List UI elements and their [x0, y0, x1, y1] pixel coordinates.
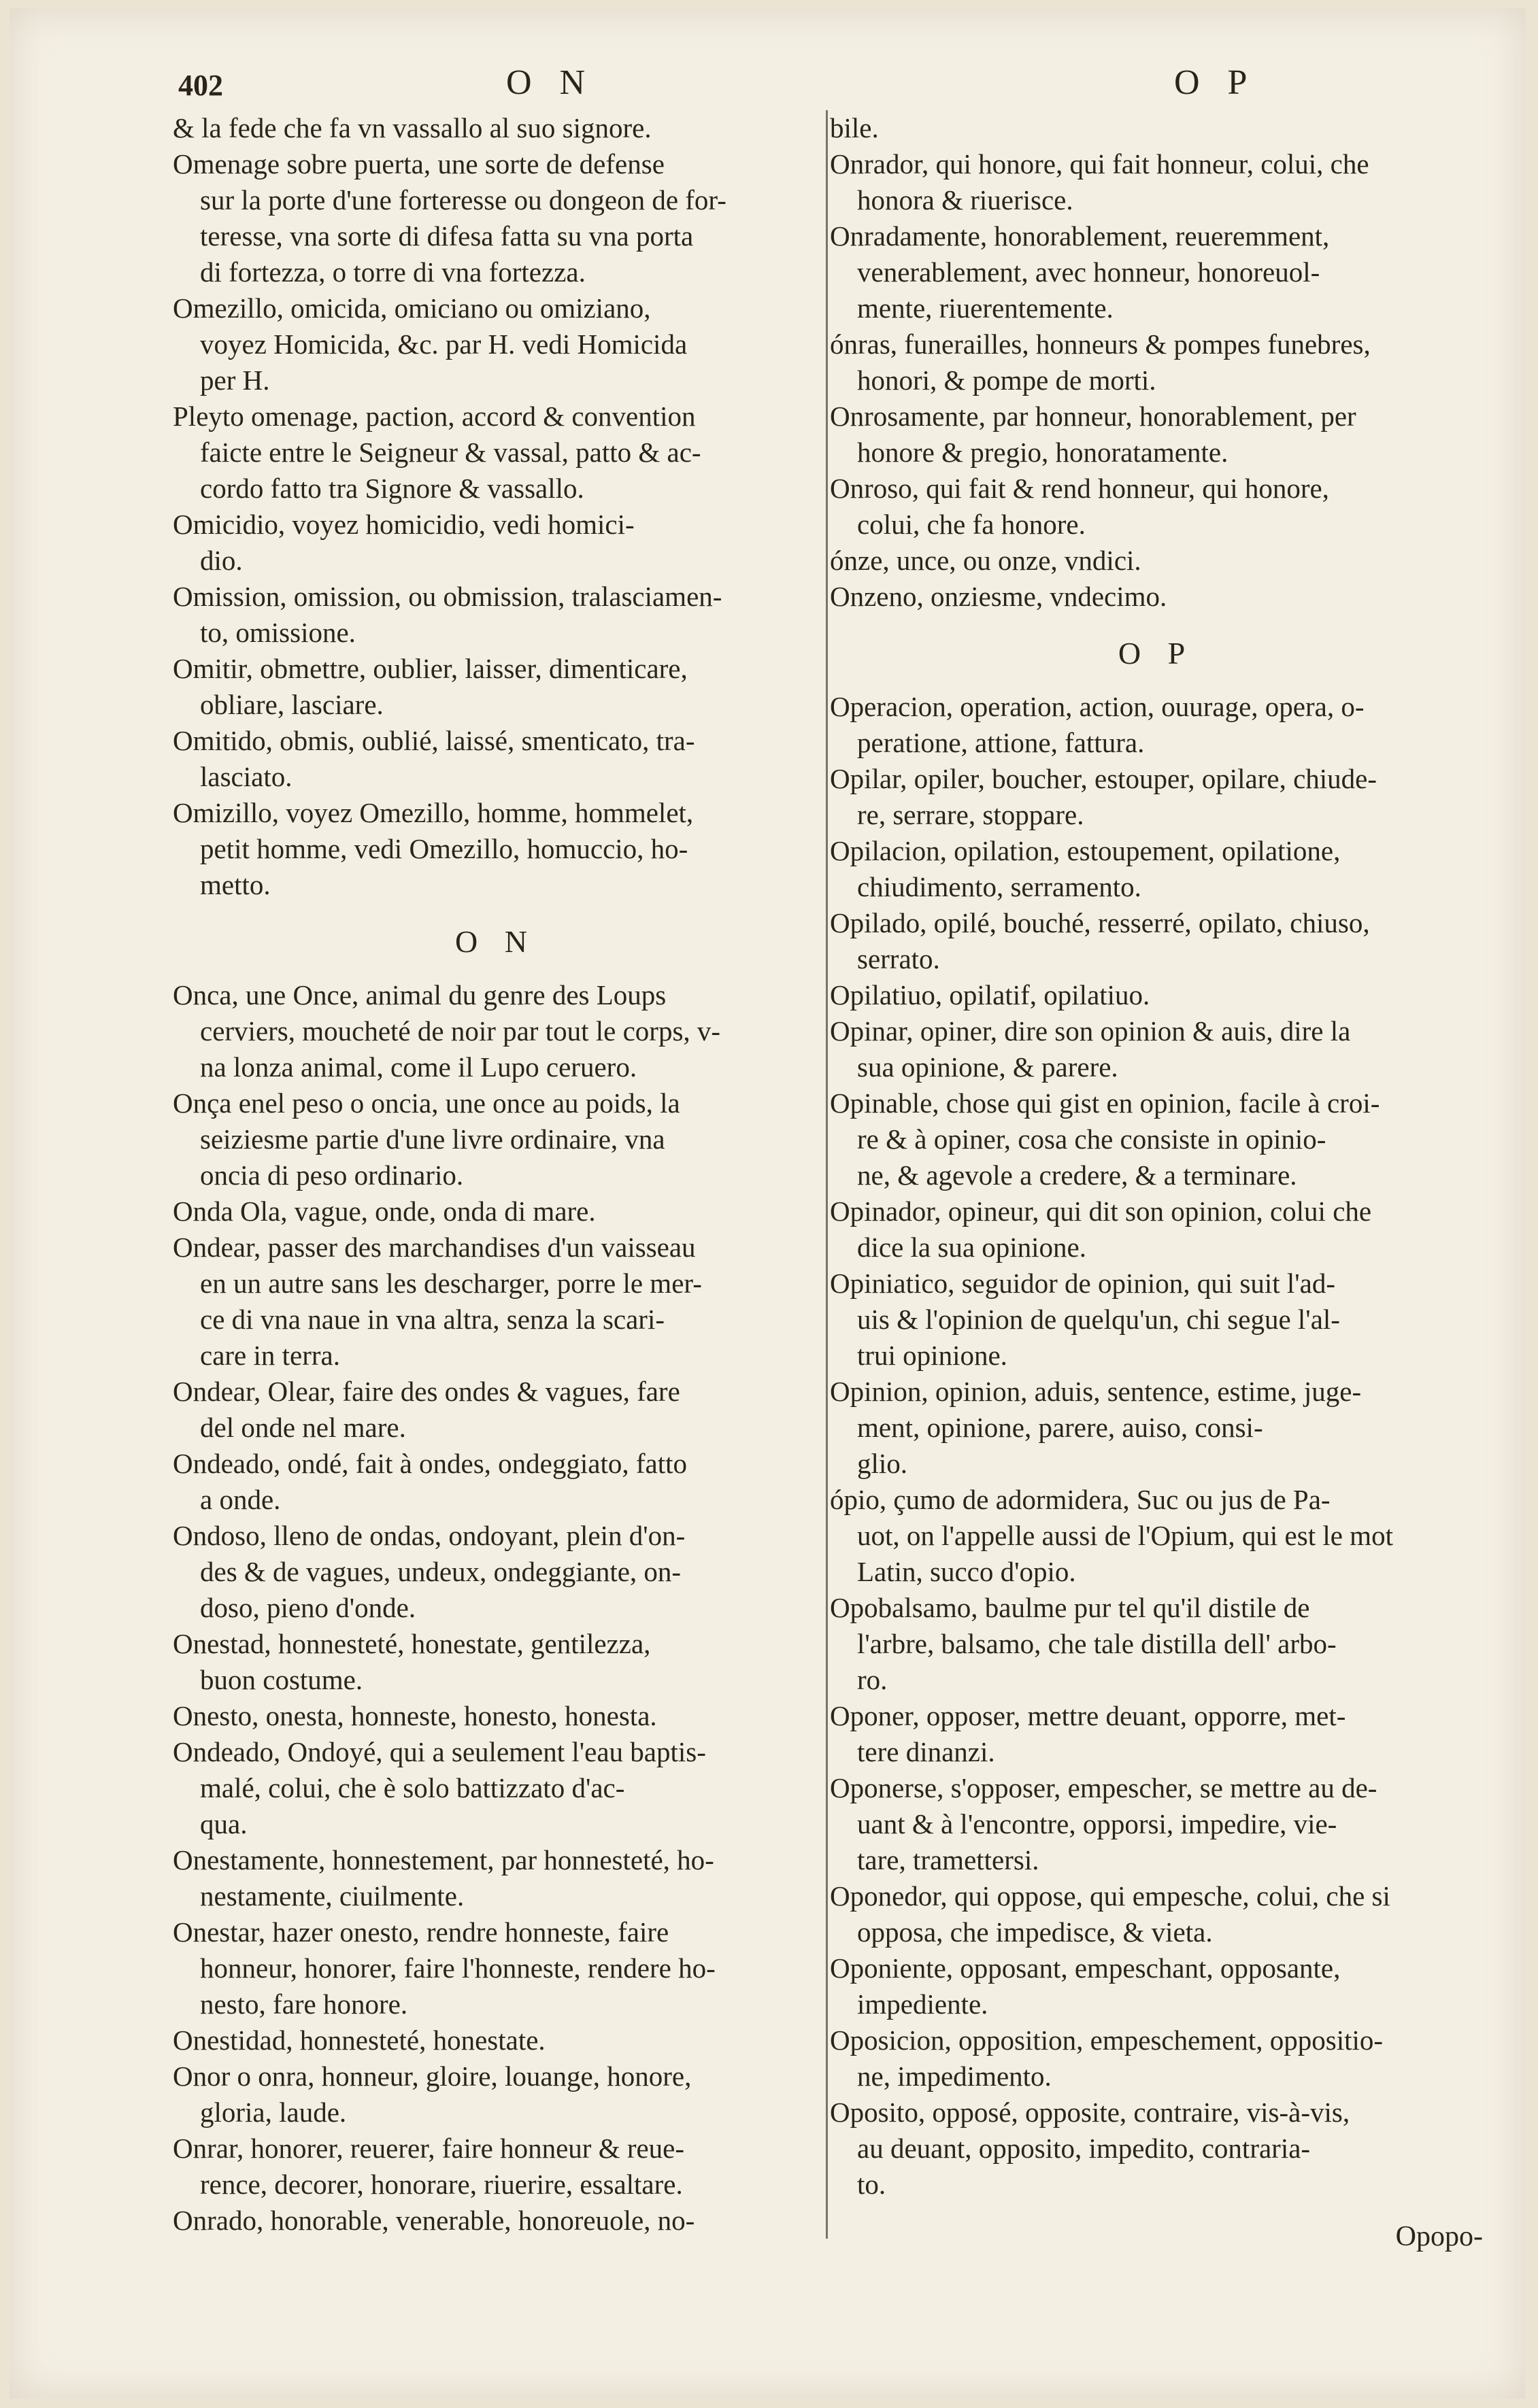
- entry-line: Onrosamente, par honneur, honorablement, per: [830, 401, 1356, 432]
- entry-line: en un autre sans les descharger, porre le mer-: [200, 1268, 702, 1299]
- entry-line: Opobalsamo, baulme pur tel qu'il distile de: [830, 1592, 1310, 1623]
- entry-line: Operacion, operation, action, ouurage, opera, o-: [830, 691, 1365, 722]
- entry-line: Omenage sobre puerta, une sorte de defense: [173, 148, 665, 180]
- entry-line: Oposicion, opposition, empeschement, oppositio-: [830, 2024, 1384, 2056]
- entry-line: uot, on l'appelle aussi de l'Opium, qui est le mot: [857, 1520, 1393, 1551]
- dictionary-entry: [830, 1193, 1483, 1266]
- right-entries-2: [830, 689, 1483, 2203]
- entry-line: Omitir, obmettre, oublier, laisser, dimenticare,: [173, 653, 688, 684]
- dictionary-entry: [173, 1842, 819, 1914]
- entry-line: care in terra.: [200, 1340, 340, 1371]
- entry-line: ónras, funerailles, honneurs & pompes funebres,: [830, 328, 1371, 360]
- entry-line: Oposito, opposé, opposite, contraire, vis-à-vis,: [830, 2097, 1350, 2128]
- dictionary-entry: [173, 2058, 819, 2131]
- entry-line: honora & riuerisce.: [857, 184, 1073, 216]
- entry-line: obliare, lasciare.: [200, 689, 384, 720]
- dictionary-entry: [830, 833, 1483, 905]
- entry-line: Oponer, opposer, mettre deuant, opporre, met-: [830, 1700, 1346, 1731]
- dictionary-entry: [830, 1482, 1483, 1590]
- column-divider: [826, 110, 828, 2239]
- dictionary-entry: [173, 1230, 819, 1374]
- entry-line: Opinion, opinion, aduis, sentence, estime, juge-: [830, 1376, 1362, 1407]
- entry-line: Onça enel peso o oncia, une once au poids, la: [173, 1087, 680, 1119]
- dictionary-entry: [830, 1698, 1483, 1770]
- entry-line: del onde nel mare.: [200, 1412, 406, 1443]
- entry-line: cordo fatto tra Signore & vassallo.: [200, 473, 584, 504]
- entry-line: mente, riuerentemente.: [857, 292, 1114, 324]
- dictionary-entry: [173, 1914, 819, 2022]
- entry-line: Onestidad, honnesteté, honestate.: [173, 2024, 546, 2056]
- dictionary-entry: [830, 1950, 1483, 2022]
- entry-line: qua.: [200, 1808, 248, 1839]
- entry-line: lasciato.: [200, 761, 292, 792]
- dictionary-entry: [830, 543, 1483, 579]
- entry-line: chiudimento, serramento.: [857, 871, 1141, 902]
- dictionary-entry: [173, 651, 819, 723]
- dictionary-entry: [830, 1266, 1483, 1374]
- entry-line: honneur, honorer, faire l'honneste, rendere ho-: [200, 1952, 716, 1984]
- entry-line: l'arbre, balsamo, che tale distilla dell' arbo-: [857, 1628, 1337, 1659]
- right-column: [830, 110, 1483, 2255]
- entry-line: ment, opinione, parere, auiso, consi-: [857, 1412, 1263, 1443]
- catchword: Opopo-: [1395, 2221, 1483, 2252]
- entry-line: Onestamente, honnestement, par honnesteté, ho-: [173, 1844, 714, 1876]
- section-heading-on: O N: [455, 924, 537, 959]
- entry-line: Onestad, honnesteté, honestate, gentilezza,: [173, 1628, 651, 1659]
- entry-line: nestamente, ciuilmente.: [200, 1880, 465, 1912]
- entry-line: malé, colui, che è solo battizzato d'ac-: [200, 1772, 625, 1803]
- entry-line: Oponiente, opposant, empeschant, opposante,: [830, 1952, 1341, 1984]
- entry-line: Opinador, opineur, qui dit son opinion, colui che: [830, 1195, 1372, 1227]
- dictionary-entry: [830, 398, 1483, 471]
- entry-line: & la fede che fa vn vassallo al suo signore.: [173, 112, 652, 143]
- dictionary-entry: [173, 977, 819, 1085]
- entry-line: serrato.: [857, 943, 940, 974]
- entry-line: ónze, unce, ou onze, vndici.: [830, 545, 1141, 576]
- entry-line: faicte entre le Seigneur & vassal, patto & ac-: [200, 437, 701, 468]
- entry-line: Omission, omission, ou obmission, tralasciamen-: [173, 581, 722, 612]
- dictionary-entry: [173, 290, 819, 398]
- entry-line: Oponedor, qui oppose, qui empesche, colui, che si: [830, 1880, 1390, 1912]
- book-page: [10, 8, 1525, 2398]
- left-entries-2: [173, 977, 819, 2239]
- dictionary-entry: [830, 1590, 1483, 1698]
- right-entries: [830, 110, 1483, 615]
- entry-line: Onesto, onesta, honneste, honesto, honesta.: [173, 1700, 657, 1731]
- entry-line: Onca, une Once, animal du genre des Loups: [173, 979, 667, 1011]
- dictionary-entry: [830, 579, 1483, 615]
- entry-line: Latin, succo d'opio.: [857, 1556, 1076, 1587]
- dictionary-entry: [173, 1518, 819, 1626]
- entry-line: re & à opiner, cosa che consiste in opinio-: [857, 1123, 1326, 1155]
- entry-line: metto.: [200, 869, 271, 900]
- dictionary-entry: [173, 1698, 819, 1734]
- entry-line: Ondoso, lleno de ondas, ondoyant, plein d'on-: [173, 1520, 686, 1551]
- entry-line: ce di vna naue in vna altra, senza la scari-: [200, 1304, 665, 1335]
- entry-line: Onroso, qui fait & rend honneur, qui honore,: [830, 473, 1329, 504]
- left-entries: [173, 110, 819, 903]
- dictionary-entry: [830, 146, 1483, 218]
- entry-line: tare, tramettersi.: [857, 1844, 1039, 1876]
- entry-line: Ondeado, ondé, fait à ondes, ondeggiato, fatto: [173, 1448, 687, 1479]
- entry-line: glio.: [857, 1448, 908, 1479]
- entry-line: honori, & pompe de morti.: [857, 364, 1156, 396]
- entry-line: Omezillo, omicida, omiciano ou omiziano,: [173, 292, 651, 324]
- entry-line: bile.: [830, 112, 879, 143]
- entry-line: honore & pregio, honoratamente.: [857, 437, 1228, 468]
- entry-line: Opilado, opilé, bouché, resserré, opilato, chiuso,: [830, 907, 1370, 938]
- dictionary-entry: [173, 110, 819, 146]
- entry-line: nesto, fare honore.: [200, 1988, 408, 2020]
- entry-line: ro.: [857, 1664, 888, 1695]
- entry-line: dice la sua opinione.: [857, 1232, 1087, 1263]
- dictionary-entry: [173, 579, 819, 651]
- entry-line: a onde.: [200, 1484, 281, 1515]
- dictionary-entry: [830, 689, 1483, 761]
- dictionary-entry: [830, 326, 1483, 398]
- dictionary-entry: [173, 2131, 819, 2203]
- dictionary-entry: [830, 977, 1483, 1013]
- entry-line: Opilacion, opilation, estoupement, opilatione,: [830, 835, 1341, 866]
- entry-line: Pleyto omenage, paction, accord & convention: [173, 401, 696, 432]
- entry-line: impediente.: [857, 1988, 988, 2020]
- entry-line: per H.: [200, 364, 270, 396]
- dictionary-entry: [173, 795, 819, 903]
- entry-line: Opinable, chose qui gist en opinion, facile à croi-: [830, 1087, 1380, 1119]
- dictionary-entry: [173, 1374, 819, 1446]
- entry-line: rence, decorer, honorare, riuerire, essaltare.: [200, 2169, 683, 2200]
- entry-line: des & de vagues, undeux, ondeggiante, on-: [200, 1556, 682, 1587]
- entry-line: au deuant, opposito, impedito, contraria-: [857, 2133, 1311, 2164]
- entry-line: sur la porte d'une forteresse ou dongeon de for-: [200, 184, 726, 216]
- entry-line: voyez Homicida, &c. par H. vedi Homicida: [200, 328, 688, 360]
- dictionary-entry: [173, 507, 819, 579]
- entry-line: Ondear, passer des marchandises d'un vaisseau: [173, 1232, 696, 1263]
- page-header: [10, 61, 1525, 116]
- dictionary-entry: [830, 1374, 1483, 1482]
- dictionary-entry: [830, 1013, 1483, 1085]
- entry-line: Onzeno, onziesme, vndecimo.: [830, 581, 1167, 612]
- entry-line: doso, pieno d'onde.: [200, 1592, 416, 1623]
- entry-line: Omicidio, voyez homicidio, vedi homici-: [173, 509, 635, 540]
- entry-line: buon costume.: [200, 1664, 363, 1695]
- entry-line: petit homme, vedi Omezillo, homuccio, ho-: [200, 833, 688, 864]
- entry-line: dio.: [200, 545, 243, 576]
- entry-line: Onestar, hazer onesto, rendre honneste, faire: [173, 1916, 669, 1948]
- right-running-head: O P: [1174, 63, 1257, 102]
- dictionary-entry: [173, 2022, 819, 2058]
- entry-line: Oponerse, s'opposer, empescher, se mettre au de-: [830, 1772, 1377, 1803]
- entry-line: uis & l'opinion de quelqu'un, chi segue l'al-: [857, 1304, 1340, 1335]
- dictionary-entry: [173, 146, 819, 290]
- entry-line: ne, impedimento.: [857, 2061, 1052, 2092]
- dictionary-entry: [830, 761, 1483, 833]
- dictionary-entry: [173, 2203, 819, 2239]
- entry-line: sua opinione, & parere.: [857, 1051, 1118, 1083]
- page-number: 402: [178, 69, 223, 102]
- dictionary-entry: [830, 1085, 1483, 1193]
- entry-line: Omitido, obmis, oublié, laissé, smenticato, tra-: [173, 725, 695, 756]
- dictionary-entry: [173, 1193, 819, 1230]
- entry-line: Onrador, qui honore, qui fait honneur, colui, che: [830, 148, 1369, 180]
- dictionary-entry: [830, 905, 1483, 977]
- entry-line: Opilar, opiler, boucher, estouper, opilare, chiude-: [830, 763, 1377, 794]
- entry-line: Opinar, opiner, dire son opinion & auis, dire la: [830, 1015, 1351, 1047]
- entry-line: Ondear, Olear, faire des ondes & vagues, fare: [173, 1376, 680, 1407]
- entry-line: venerablement, avec honneur, honoreuol-: [857, 256, 1320, 288]
- entry-line: ópio, çumo de adormidera, Suc ou jus de Pa-: [830, 1484, 1331, 1515]
- left-column: [173, 110, 819, 2239]
- dictionary-entry: [830, 1878, 1483, 1950]
- dictionary-entry: [830, 110, 1483, 146]
- entry-line: trui opinione.: [857, 1340, 1007, 1371]
- dictionary-entry: [830, 471, 1483, 543]
- dictionary-entry: [173, 1085, 819, 1193]
- entry-line: to.: [857, 2169, 886, 2200]
- entry-line: re, serrare, stoppare.: [857, 799, 1084, 830]
- dictionary-entry: [830, 218, 1483, 326]
- entry-line: uant & à l'encontre, opporsi, impedire, vie-: [857, 1808, 1337, 1839]
- entry-line: gloria, laude.: [200, 2097, 347, 2128]
- entry-line: Onradamente, honorablement, reueremment,: [830, 220, 1330, 252]
- entry-line: Ondeado, Ondoyé, qui a seulement l'eau baptis-: [173, 1736, 706, 1767]
- entry-line: di fortezza, o torre di vna fortezza.: [200, 256, 586, 288]
- entry-line: Omizillo, voyez Omezillo, homme, hommelet,: [173, 797, 694, 828]
- dictionary-entry: [173, 723, 819, 795]
- dictionary-entry: [173, 1446, 819, 1518]
- entry-line: cerviers, moucheté de noir par tout le corps, v-: [200, 1015, 721, 1047]
- entry-line: peratione, attione, fattura.: [857, 727, 1145, 758]
- entry-line: opposa, che impedisce, & vieta.: [857, 1916, 1213, 1948]
- entry-line: Onrar, honorer, reuerer, faire honneur & reue-: [173, 2133, 685, 2164]
- dictionary-entry: [173, 1734, 819, 1842]
- entry-line: teresse, vna sorte di difesa fatta su vna porta: [200, 220, 694, 252]
- entry-line: Onda Ola, vague, onde, onda di mare.: [173, 1195, 596, 1227]
- section-heading-op: O P: [1118, 636, 1195, 671]
- entry-line: Opiniatico, seguidor de opinion, qui suit l'ad-: [830, 1268, 1336, 1299]
- dictionary-entry: [830, 1770, 1483, 1878]
- entry-line: na lonza animal, come il Lupo ceruero.: [200, 1051, 637, 1083]
- entry-line: colui, che fa honore.: [857, 509, 1086, 540]
- left-running-head: O N: [506, 63, 595, 102]
- entry-line: ne, & agevole a credere, & a terminare.: [857, 1159, 1297, 1191]
- entry-line: to, omissione.: [200, 617, 356, 648]
- entry-line: tere dinanzi.: [857, 1736, 995, 1767]
- entry-line: seiziesme partie d'une livre ordinaire, vna: [200, 1123, 665, 1155]
- dictionary-entry: [173, 398, 819, 507]
- dictionary-entry: [173, 1626, 819, 1698]
- dictionary-entry: [830, 2095, 1483, 2203]
- dictionary-entry: [830, 2022, 1483, 2095]
- entry-line: Opilatiuo, opilatif, opilatiuo.: [830, 979, 1150, 1011]
- entry-line: Onor o onra, honneur, gloire, louange, honore,: [173, 2061, 692, 2092]
- entry-line: Onrado, honorable, venerable, honoreuole, no-: [173, 2205, 695, 2236]
- entry-line: oncia di peso ordinario.: [200, 1159, 464, 1191]
